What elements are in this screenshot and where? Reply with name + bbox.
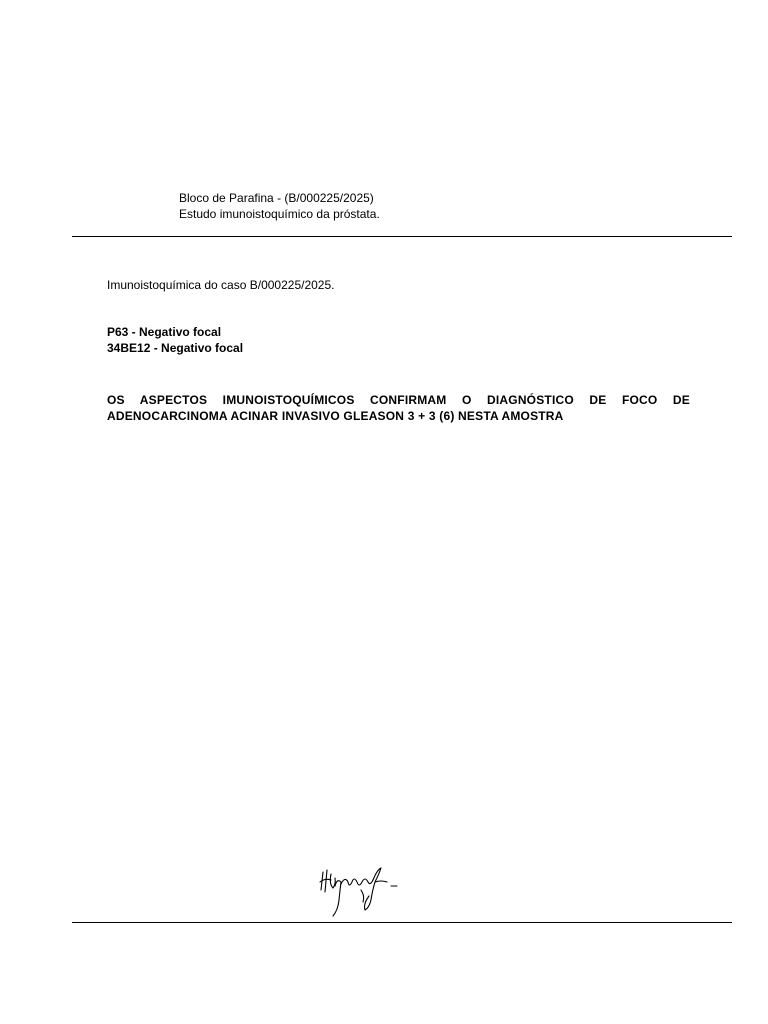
specimen-header <box>179 190 380 222</box>
conclusion-line-1: OS ASPECTOS IMUNOISTOQUÍMICOS CONFIRMAM O DIAGNÓSTICO DE FOCO DE <box>107 393 690 407</box>
intro-text: Imunoistoquímica do caso B/000225/2025. <box>107 278 335 292</box>
top-divider <box>72 236 732 237</box>
marker-results <box>107 324 243 356</box>
diagnosis-conclusion <box>107 392 690 424</box>
paraffin-block-line: Bloco de Parafina - (B/000225/2025) <box>179 191 374 205</box>
study-description-line: Estudo imunoistoquímico da próstata. <box>179 207 380 221</box>
bottom-divider <box>72 922 732 923</box>
conclusion-line-2: ADENOCARCINOMA ACINAR INVASIVO GLEASON 3 + 3 (6) NESTA AMOSTRA <box>107 409 564 423</box>
signature-image <box>315 860 405 920</box>
marker-result-34be12: 34BE12 - Negativo focal <box>107 341 244 355</box>
marker-result-p63: P63 - Negativo focal <box>107 325 222 339</box>
